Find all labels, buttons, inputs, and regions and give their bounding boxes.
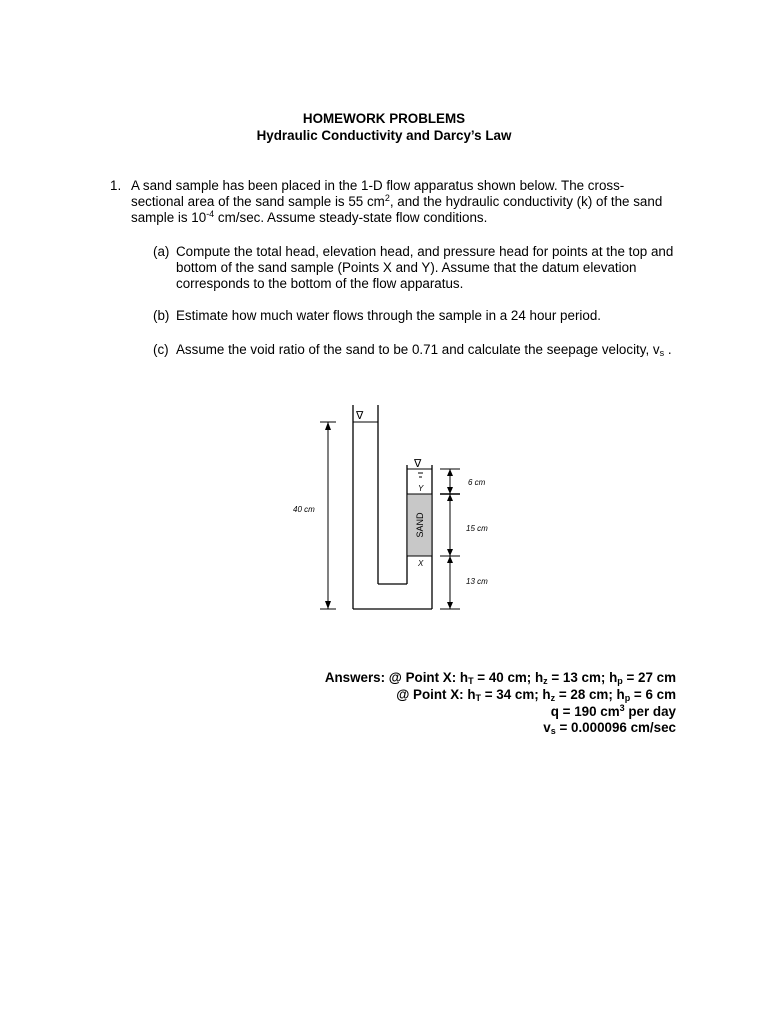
problem-line-2-text-b: , and the hydraulic conductivity (k) of the sand (389, 194, 663, 209)
point-y-label: Y (418, 484, 424, 493)
answer-line-3 (551, 704, 676, 720)
answer-2-a: = 34 cm; h (481, 687, 551, 702)
dim-15-arrow-down (447, 549, 453, 556)
answer-2-b: = 28 cm; h (555, 687, 625, 702)
answer-2-start: @ Point X: h (396, 687, 476, 702)
problem-line-1: A sand sample has been placed in the 1-D flow apparatus shown below. The cross- (131, 178, 625, 193)
answer-1-sub-p: p (617, 676, 623, 686)
document-title: HOMEWORK PROBLEMS (302, 111, 466, 126)
answer-1-b: = 13 cm; h (547, 670, 618, 685)
answer-3-sup: 3 (619, 703, 625, 713)
answer-2-c: = 6 cm (630, 687, 676, 702)
answer-1-a: = 40 cm; h (473, 670, 544, 685)
dim-13-label: 13 cm (466, 577, 488, 586)
answer-4-sub: s (550, 726, 556, 736)
answer-1-prefix: Answers: @ Point X: h (324, 670, 469, 685)
problem-line-2-sup: 2 (384, 193, 390, 203)
dim-15-arrow-up (447, 494, 453, 501)
part-b-label: (b) (153, 308, 170, 323)
part-a-line-1: Compute the total head, elevation head, and pressure head for points at the top and (176, 244, 674, 259)
problem-line-3-sup: -4 (206, 209, 215, 219)
part-c-end: . (664, 342, 672, 357)
problem-number: 1. (110, 178, 122, 193)
answer-2-sub-z: z (550, 693, 556, 703)
answer-4-a: v (543, 720, 551, 735)
answer-line-4 (543, 720, 676, 736)
answer-4-b: = 0.000096 cm/sec (555, 720, 676, 735)
left-dimension-arrow-down (325, 601, 331, 609)
answer-2-sub-p: p (624, 693, 631, 703)
left-dimension-arrow-up (325, 422, 331, 430)
problem-line-2-text-a: sectional area of the sand sample is 55 cm (131, 194, 385, 209)
part-a-line-2: bottom of the sand sample (Points X and Y). Assume that the datum elevation (176, 260, 637, 275)
part-c-text: Assume the void ratio of the sand to be 0.71 and calculate the seepage velocity, v (176, 342, 660, 357)
problem-line-2 (131, 194, 662, 210)
part-c-sub: s (659, 348, 665, 358)
answer-1-sub-z: z (543, 676, 548, 686)
answer-1-c: = 27 cm (622, 670, 676, 685)
part-a-label: (a) (153, 244, 170, 259)
dim-6-arrow-up (447, 469, 453, 476)
answer-1-sub-t: T (468, 676, 474, 686)
dim-6-label: 6 cm (468, 478, 486, 487)
dim-15-label: 15 cm (466, 524, 488, 533)
answer-line-2 (396, 687, 676, 703)
answer-3-a: q = 190 cm (550, 704, 620, 719)
answer-3-b: per day (624, 704, 676, 719)
part-b-line-1: Estimate how much water flows through the sample in a 24 hour period. (176, 308, 602, 323)
dim-13-arrow-up (447, 556, 453, 563)
answer-2-sub-t: T (475, 693, 482, 703)
right-water-symbol: ∇ (414, 458, 422, 470)
flow-apparatus-diagram (0, 395, 768, 620)
answer-line-1 (325, 670, 676, 686)
problem-line-3-text-b: cm/sec. Assume steady-state flow conditions. (214, 210, 488, 225)
dim-6-arrow-down (447, 487, 453, 494)
problem-line-3 (131, 210, 487, 226)
part-c-label: (c) (153, 342, 169, 357)
sand-label: SAND (415, 512, 425, 538)
problem-line-3-text-a: sample is 10 (131, 210, 207, 225)
part-a-line-3: corresponds to the bottom of the flow apparatus. (176, 276, 464, 291)
document-subtitle: Hydraulic Conductivity and Darcy’s Law (256, 128, 512, 143)
left-height-label: 40 cm (293, 505, 315, 514)
point-x-label: X (418, 559, 424, 568)
part-c-line-1 (176, 342, 672, 358)
dim-13-arrow-down (447, 602, 453, 609)
left-water-symbol: ∇ (356, 410, 364, 422)
